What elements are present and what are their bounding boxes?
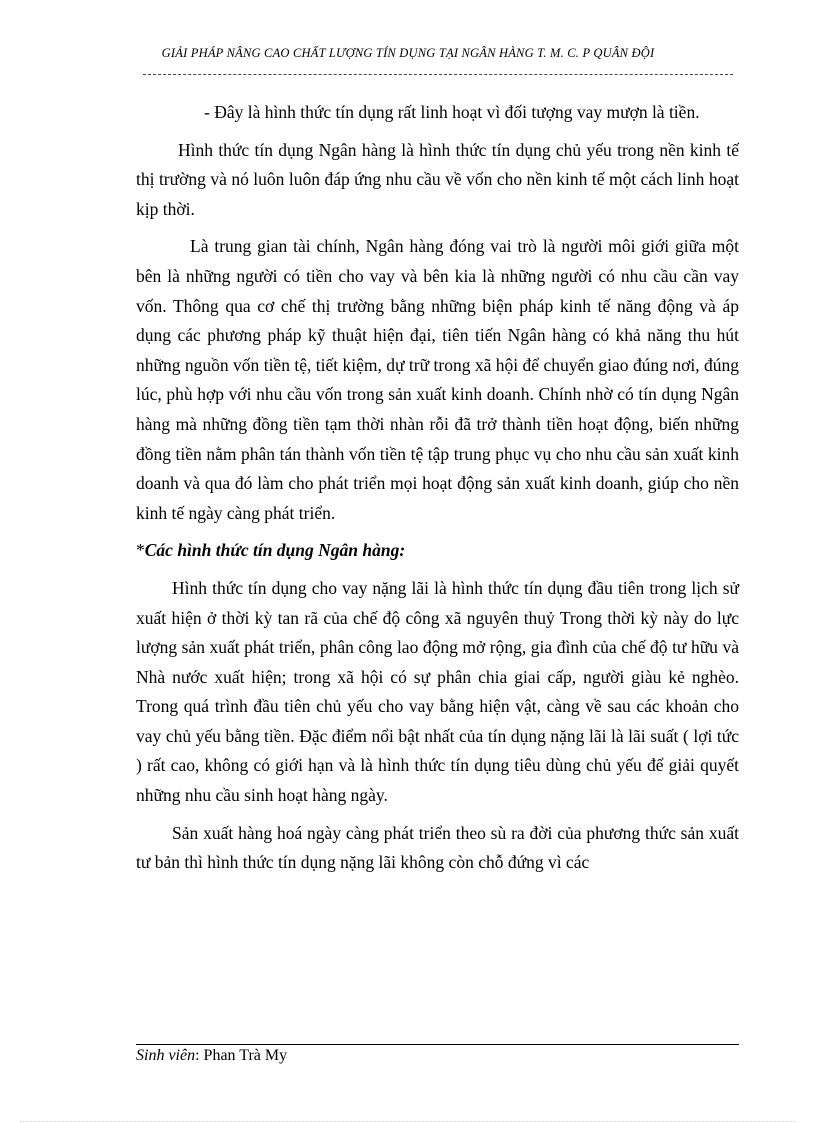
- paragraph-4: Hình thức tín dụng cho vay nặng lãi là hình thức tín dụng đầu tiên trong lịch sử xuất hiện ở thời kỳ tan rã của chế độ công xã nguyên thuỷ Trong thời kỳ này do lực lượng sản xuất phát triển, phân công lao động mở rộng, gia đình của chế độ tư hữu và Nhà nước xuất hiện; trong xã hội có sự phân chia giai cấp, người giàu kẻ nghèo. Trong quá trình đầu tiên chủ yếu cho vay bằng hiện vật, càng về sau các khoản cho vay chủ yếu bằng tiền. Đặc điểm nổi bật nhất của tín dụng nặng lãi là lãi suất ( lợi tức ) rất cao, không có giới hạn và là hình thức tín dụng tiêu dùng chủ yếu để giải quyết những nhu cầu sinh hoạt hàng ngày.: [136, 577, 739, 806]
- heading-text: Các hình thức tín dụng Ngân hàng:: [144, 540, 406, 561]
- running-header: GIẢI PHÁP NÂNG CAO CHẤT LƯỢNG TÍN DỤNG TẠI NGÂN HÀNG T. M. C. P QUÂN ĐỘI: [161, 46, 655, 60]
- page-bottom-edge: [20, 1121, 796, 1122]
- header-divider: [143, 74, 733, 75]
- paragraph-3: Là trung gian tài chính, Ngân hàng đóng vai trò là người môi giới giữa một bên là những người có tiền cho vay và bên kia là những người có nhu cầu cần vay vốn. Thông qua cơ chế thị trường bằng những biện pháp kinh tế năng động và áp dụng các phương pháp kỹ thuật hiện đại, tiên tiến Ngân hàng có khả năng thu hút những nguồn vốn tiền tệ, tiết kiệm, dự trữ trong xã hội để chuyển giao đúng nơi, đúng lúc, phù hợp với nhu cầu vốn trong sản xuất kinh doanh. Chính nhờ có tín dụng Ngân hàng mà những đồng tiền tạm thời nhàn rỗi đã trở thành tiền hoạt động, biến những đồng tiền nằm phân tán thành vốn tiền tệ tập trung phục vụ cho nhu cầu sản xuất kinh doanh và qua đó làm cho phát triển mọi hoạt động sản xuất kinh doanh, giúp cho nền kinh tế ngày càng phát triển.: [136, 236, 739, 523]
- footer-divider: [136, 1044, 739, 1045]
- paragraph-2: Hình thức tín dụng Ngân hàng là hình thức tín dụng chủ yếu trong nền kinh tế thị trường và nó luôn luôn đáp ứng nhu cầu về vốn cho nền kinh tế một cách linh hoạt kịp thời.: [136, 139, 739, 219]
- footer-author: : Phan Trà My: [195, 1047, 288, 1064]
- paragraph-5: Sản xuất hàng hoá ngày càng phát triển theo sù ra đời của phương thức sản xuất tư bản thì hình thức tín dụng nặng lãi không còn chỗ đứng vì các: [136, 822, 739, 873]
- page-footer: [136, 1047, 287, 1065]
- footer-label: Sinh viên: [136, 1047, 196, 1064]
- paragraph-1: - Đây là hình thức tín dụng rất linh hoạt vì đối tượng vay mượn là tiền.: [204, 102, 700, 122]
- document-body: [136, 98, 739, 886]
- heading-bullet: *: [136, 540, 145, 561]
- section-heading: [136, 536, 739, 566]
